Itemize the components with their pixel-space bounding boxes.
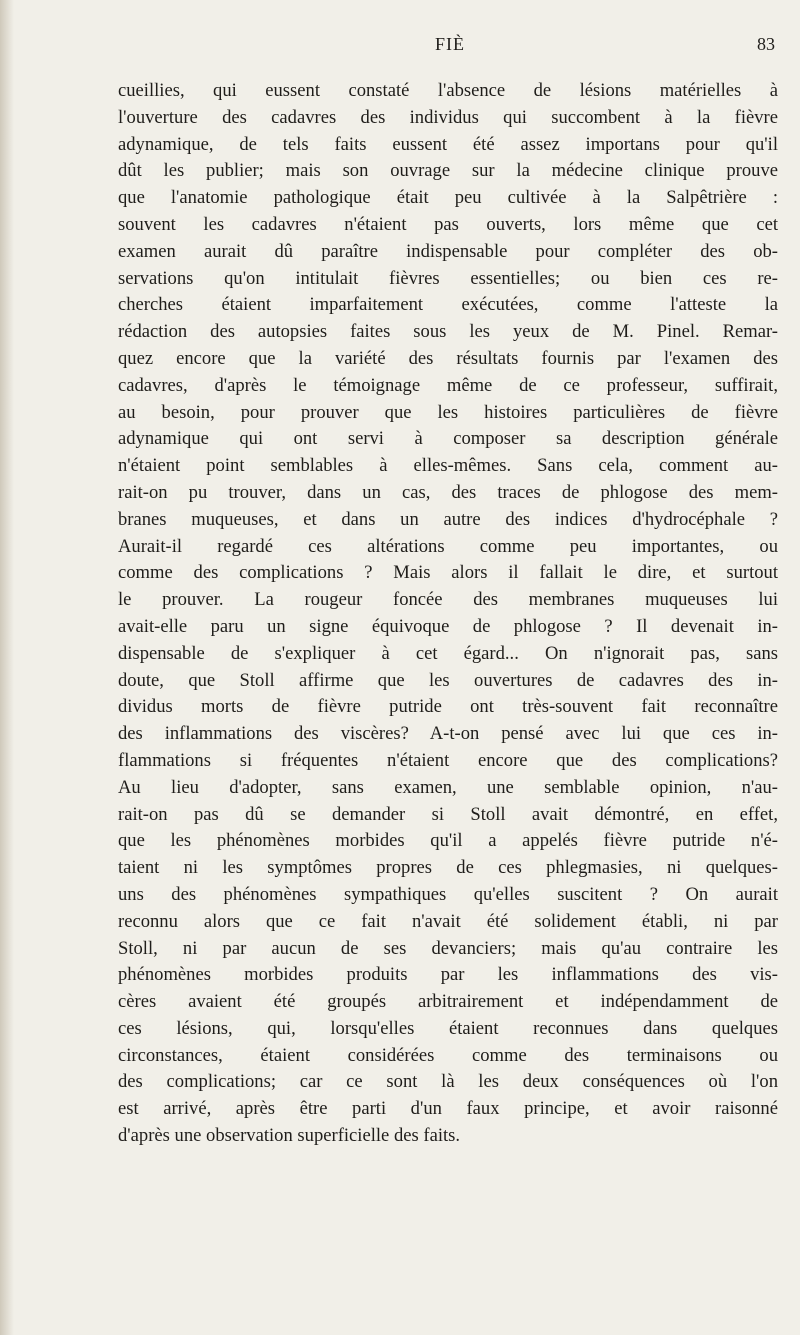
text-line: dût les publier; mais son ouvrage sur la médecine clinique prouve [118,160,778,182]
text-line: est arrivé, après être parti d'un faux principe, et avoir raisonné [118,1098,778,1120]
text-line: taient ni les symptômes propres de ces phlegmasies, ni quelques- [118,857,778,879]
text-line: servations qu'on intitulait fièvres essentielles; ou bien ces re- [118,267,778,289]
text-line: que l'anatomie pathologique était peu cultivée à la Salpêtrière : [118,187,778,209]
text-line: que les phénomènes morbides qu'il a appelés fièvre putride n'é- [118,830,778,852]
text-line: flammations si fréquentes n'étaient encore que des complications? [118,749,778,771]
text-line: ces lésions, qui, lorsqu'elles étaient reconnues dans quelques [118,1017,778,1039]
text-line: cueillies, qui eussent constaté l'absence de lésions matérielles à [118,80,778,101]
text-line: des inflammations des viscères? A-t-on pensé avec lui que ces in- [118,723,778,745]
text-line: comme des complications ? Mais alors il fallait le dire, et surtout [118,562,778,584]
text-line: circonstances, étaient considérées comme des terminaisons ou [118,1044,778,1066]
body-text [118,78,778,1150]
text-line: avait-elle paru un signe équivoque de phlogose ? Il devenait in- [118,615,778,637]
text-line: au besoin, pour prouver que les histoires particulières de fièvre [118,401,778,423]
text-line: rédaction des autopsies faites sous les yeux de M. Pinel. Remar- [118,321,778,343]
text-line: rait-on pu trouver, dans un cas, des traces de phlogose des mem- [118,481,778,503]
running-title: FIÈ [435,34,465,54]
page-edge-shadow [0,0,14,1335]
text-line: examen aurait dû paraître indispensable pour compléter des ob- [118,240,778,262]
text-line: uns des phénomènes sympathiques qu'elles suscitent ? On aurait [118,883,778,905]
text-line: des complications; car ce sont là les deux conséquences où l'on [118,1071,778,1093]
text-line: adynamique, de tels faits eussent été assez importans pour qu'il [118,133,778,155]
text-line: reconnu alors que ce fait n'avait été solidement établi, ni par [118,910,778,932]
page-number: 83 [757,34,775,54]
text-line: n'étaient point semblables à elles-mêmes. Sans cela, comment au- [118,455,778,477]
text-line: souvent les cadavres n'étaient pas ouverts, lors même que cet [118,213,778,235]
text-line: phénomènes morbides produits par les inflammations des vis- [118,964,778,986]
text-line: cadavres, d'après le témoignage même de ce professeur, suffirait, [118,374,778,396]
text-line: rait-on pas dû se demander si Stoll avait démontré, en effet, [118,803,778,825]
text-line: cherches étaient imparfaitement exécutées, comme l'atteste la [118,294,778,316]
text-line: Au lieu d'adopter, sans examen, une semblable opinion, n'au- [118,776,778,798]
text-line: cères avaient été groupés arbitrairement et indépendamment de [118,991,778,1013]
text-line: doute, que Stoll affirme que les ouvertures de cadavres des in- [118,669,778,691]
text-line: d'après une observation superficielle des faits. [118,1125,461,1147]
running-header [125,34,775,64]
text-line: branes muqueuses, et dans un autre des indices d'hydrocéphale ? [118,508,778,530]
text-line: dividus morts de fièvre putride ont très-souvent fait reconnaître [118,696,778,718]
text-line: Aurait-il regardé ces altérations comme peu importantes, ou [118,535,778,557]
text-line: Stoll, ni par aucun de ses devanciers; mais qu'au contraire les [118,937,778,959]
text-line: dispensable de s'expliquer à cet égard... On n'ignorait pas, sans [118,642,778,664]
text-line: adynamique qui ont servi à composer sa description générale [118,428,778,450]
text-line: quez encore que la variété des résultats fournis par l'examen des [118,347,778,369]
text-line: le prouver. La rougeur foncée des membranes muqueuses lui [118,589,778,611]
text-line: l'ouverture des cadavres des individus qui succombent à la fièvre [118,106,778,128]
